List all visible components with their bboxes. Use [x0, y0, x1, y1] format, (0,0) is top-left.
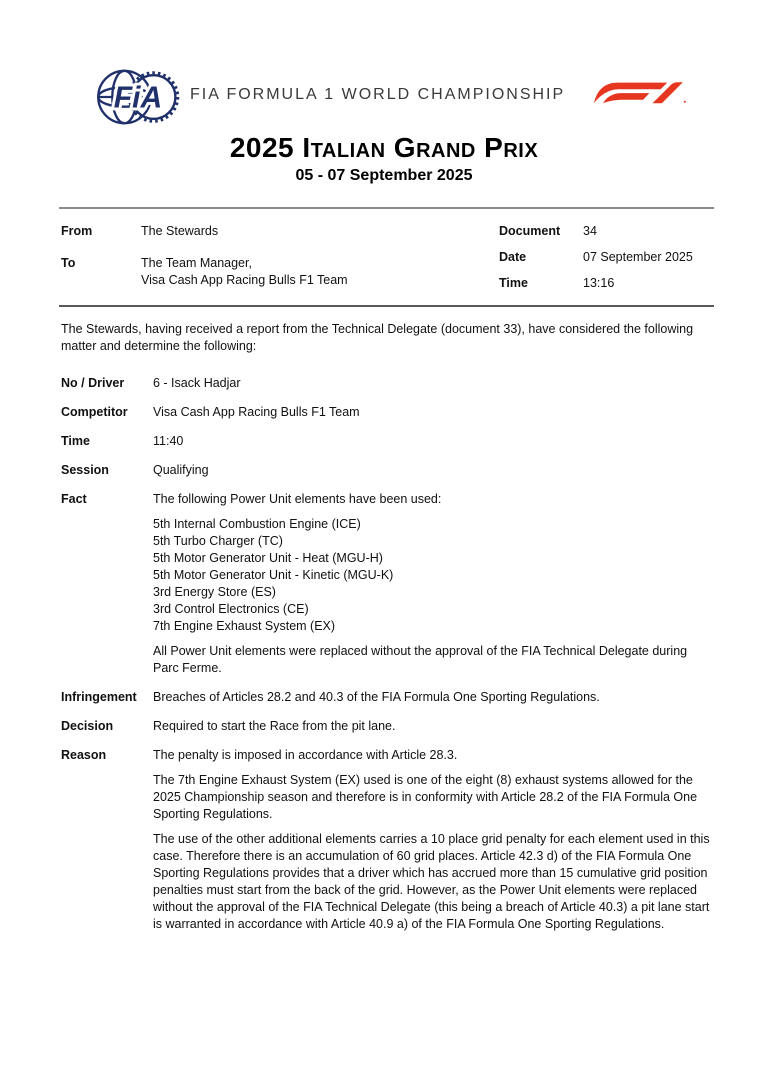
field-row-session	[61, 462, 714, 479]
field-label: Competitor	[61, 405, 128, 419]
field-row-no-driver	[61, 375, 714, 392]
field-content	[153, 375, 714, 392]
field-paragraph: The following Power Unit elements have been used:	[153, 492, 442, 506]
document-number-label: Document	[499, 224, 561, 238]
field-content	[153, 689, 714, 706]
field-label: Time	[61, 434, 90, 448]
date-label: Date	[499, 250, 527, 264]
field-label: Decision	[61, 719, 114, 733]
field-paragraph: 11:40	[153, 434, 184, 448]
meta-left-column	[61, 223, 499, 292]
meta-right-column	[499, 223, 714, 292]
decision-fields	[61, 375, 714, 933]
svg-text:FiA: FiA	[113, 81, 163, 115]
field-paragraph: The use of the other additional elements carries a 10 place grid penalty for each element used in this case. Therefore there is an accumulation of 60 grid places. Article 42.3 d) of the FIA Formula One Sporting Regulations provides that a driver which has accrued more than 15 cumulative grid position penalties must start from the back of the grid. However, as the Power Unit elements were replaced without the approval of the FIA Technical Delegate (this being a breach of Article 40.3) a pit lane start is warranted in accordance with Article 40.9 a) of the FIA Formula One Sporting Regulations.	[153, 832, 710, 931]
date-value: 07 September 2025	[583, 250, 693, 264]
field-paragraph: 6 - Isack Hadjar	[153, 376, 241, 390]
field-content	[153, 462, 714, 479]
field-content	[153, 718, 714, 735]
meta-table	[59, 207, 714, 307]
field-label: Session	[61, 463, 109, 477]
field-row-reason	[61, 747, 714, 933]
field-content	[153, 491, 714, 677]
document-header	[0, 0, 768, 130]
field-row-competitor	[61, 404, 714, 421]
field-label: Fact	[61, 492, 87, 506]
field-content	[153, 747, 714, 933]
field-paragraph: The 7th Engine Exhaust System (EX) used is one of the eight (8) exhaust systems allowed for the 2025 Championship season and therefore is in conformity with Article 28.2 of the FIA Formula One Sporting Regulations.	[153, 773, 698, 821]
document-number-value: 34	[583, 224, 597, 238]
f1-logo-icon	[594, 76, 686, 108]
championship-wordmark: FIA FORMULA 1 WORLD CHAMPIONSHIP	[190, 86, 566, 103]
field-paragraph: Qualifying	[153, 463, 209, 477]
field-content	[153, 404, 714, 421]
event-dates: 05 - 07 September 2025	[295, 167, 473, 184]
to-value	[141, 255, 499, 292]
fia-logo-icon	[96, 64, 182, 130]
field-paragraph: Visa Cash App Racing Bulls F1 Team	[153, 405, 360, 419]
to-label: To	[61, 256, 76, 270]
field-paragraph: The penalty is imposed in accordance with Article 28.3.	[153, 748, 458, 762]
document-content	[59, 207, 714, 933]
event-title: 2025 Italian Grand Prix	[229, 132, 539, 163]
time-label: Time	[499, 276, 528, 290]
field-row-fact	[61, 491, 714, 677]
field-label: Infringement	[61, 690, 137, 704]
field-row-time	[61, 433, 714, 450]
field-paragraph: 5th Internal Combustion Engine (ICE) 5th Turbo Charger (TC) 5th Motor Generator Unit - Heat (MGU-H) 5th Motor Generator Unit - Kinetic (MGU-K) 3rd Energy Store (ES) 3rd Control Electronics (CE) 7th Engine Exhaust System (EX)	[153, 517, 394, 633]
field-label: Reason	[61, 748, 107, 762]
to-value-line1: The Team Manager,	[141, 256, 252, 270]
field-label: No / Driver	[61, 376, 125, 390]
field-content	[153, 433, 714, 450]
title-block	[0, 130, 768, 186]
field-row-infringement	[61, 689, 714, 706]
from-value: The Stewards	[141, 224, 219, 238]
field-row-decision	[61, 718, 714, 735]
from-label: From	[61, 224, 93, 238]
field-paragraph: All Power Unit elements were replaced without the approval of the FIA Technical Delegate during Parc Ferme.	[153, 644, 688, 675]
field-paragraph: Required to start the Race from the pit lane.	[153, 719, 396, 733]
time-value: 13:16	[583, 276, 615, 290]
field-paragraph: Breaches of Articles 28.2 and 40.3 of the FIA Formula One Sporting Regulations.	[153, 690, 600, 704]
to-value-line2: Visa Cash App Racing Bulls F1 Team	[141, 273, 348, 287]
intro-paragraph: The Stewards, having received a report from the Technical Delegate (document 33), have considered the following matter and determine the following:	[61, 322, 694, 353]
